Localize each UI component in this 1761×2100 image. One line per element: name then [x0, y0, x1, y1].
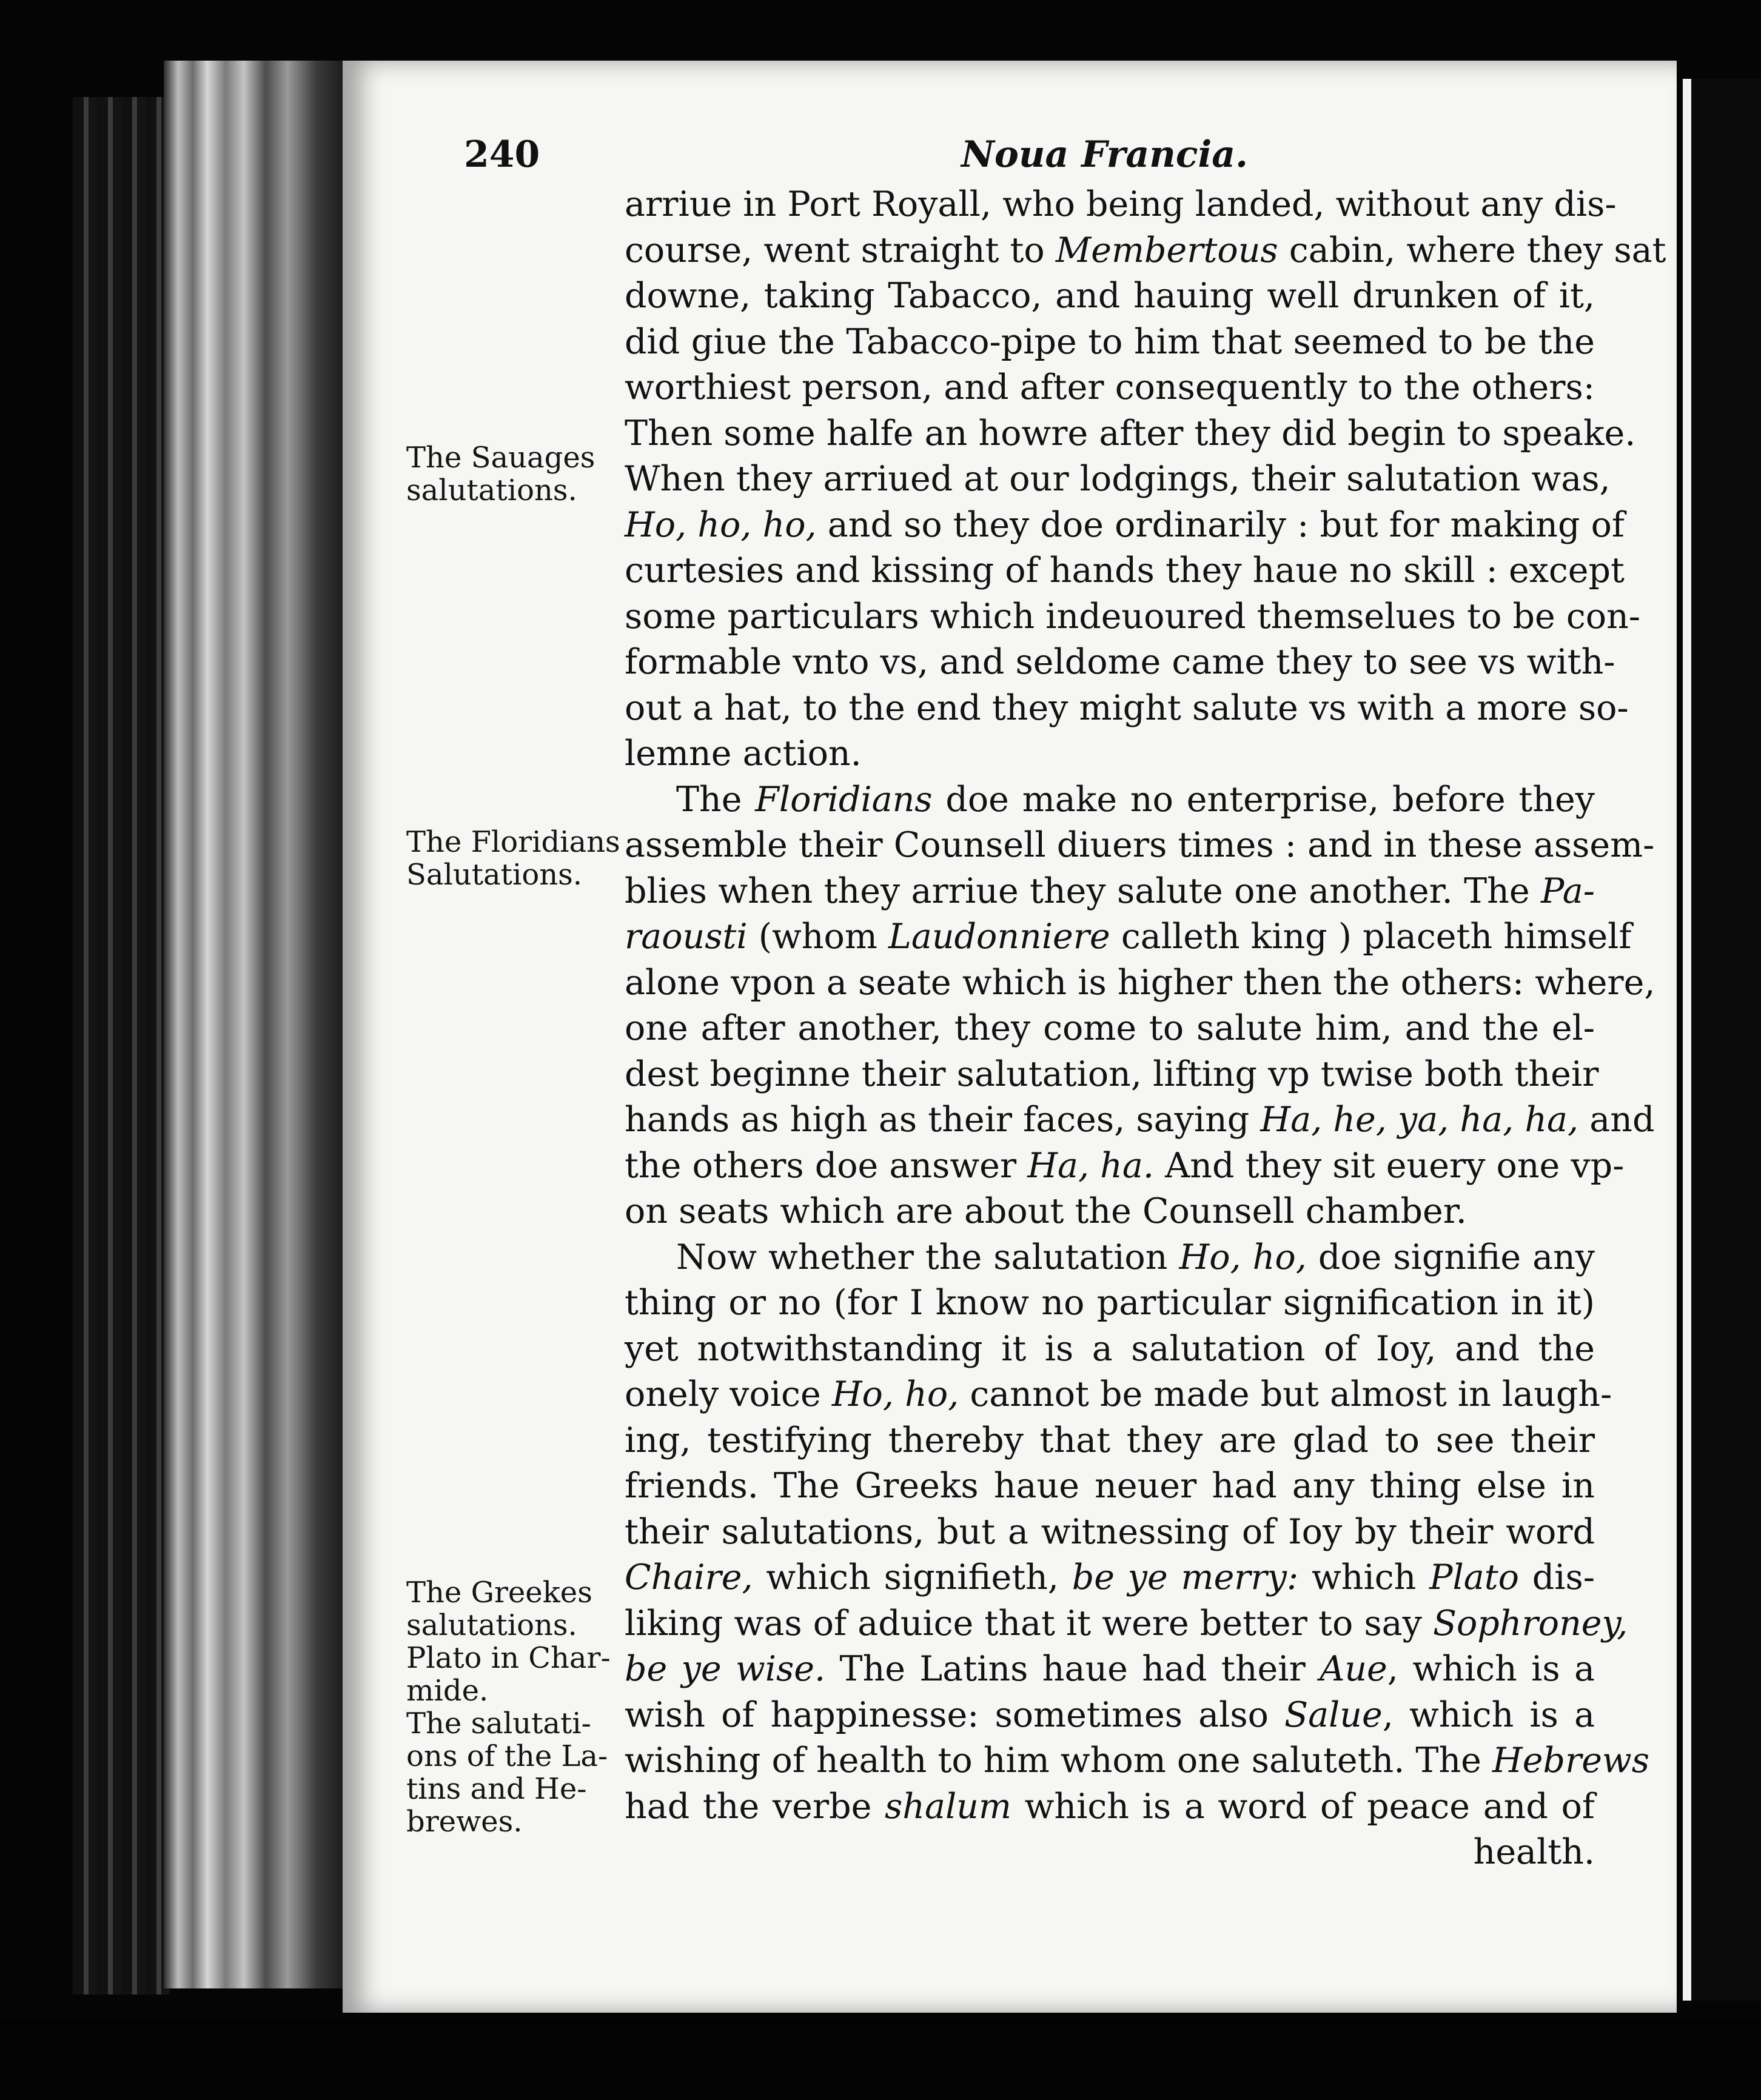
text-line — [625, 1326, 1595, 1373]
text-segment: which is a word of peace and of — [1011, 1786, 1595, 1827]
italic-text: be ye merry: — [1072, 1557, 1299, 1597]
text-segment: one after another, they come to salute him, and the el- — [625, 1008, 1595, 1048]
text-line — [625, 1418, 1595, 1464]
text-segment: dis- — [1518, 1557, 1595, 1597]
italic-text: Ha, ha. — [1027, 1145, 1154, 1186]
text-line — [625, 686, 1629, 732]
text-segment: blies when they arriue they salute one another. The — [625, 871, 1541, 911]
text-line — [625, 1006, 1595, 1052]
text-line — [625, 640, 1615, 686]
text-line — [625, 1143, 1625, 1189]
text-line — [625, 1235, 1595, 1281]
margin-note-line: ons of the La- — [406, 1739, 608, 1773]
running-title: Noua Francia. — [961, 133, 1248, 176]
italic-text: Sophroney, — [1432, 1603, 1628, 1644]
italic-text: Salue — [1284, 1694, 1383, 1735]
text-segment: , which is a — [1382, 1694, 1595, 1735]
text-line — [625, 1097, 1655, 1143]
text-line — [625, 869, 1595, 915]
text-segment: Then some halfe an howre after they did begin to speake. — [625, 413, 1636, 453]
text-segment: alone vpon a seate which is higher then the others: where, — [625, 962, 1655, 1003]
margin-note-line: The Greekes — [406, 1576, 592, 1610]
text-segment: calleth king ) placeth himself — [1110, 917, 1632, 957]
text-segment: which signifieth, — [753, 1557, 1072, 1597]
text-line — [625, 1510, 1595, 1556]
text-line — [625, 960, 1655, 1006]
margin-note-line: salutations. — [406, 1608, 577, 1642]
page-number: 240 — [464, 133, 540, 176]
scan-border — [0, 2019, 1761, 2100]
text-line — [625, 411, 1636, 457]
text-segment: which — [1298, 1557, 1430, 1597]
text-line — [625, 777, 1595, 823]
italic-text: be ye wise. — [625, 1649, 826, 1689]
text-line — [625, 1784, 1595, 1830]
text-segment: did giue the Tabacco-pipe to him that seemed to be the — [625, 321, 1595, 362]
italic-text: Plato — [1429, 1557, 1519, 1597]
italic-text: shalum — [885, 1786, 1011, 1827]
text-line — [625, 914, 1632, 960]
margin-note-line: The Sauages — [406, 441, 595, 475]
text-line — [625, 228, 1666, 274]
text-line — [625, 182, 1617, 228]
text-segment: on seats which are about the Counsell chamber. — [625, 1191, 1467, 1231]
italic-text: Laudonniere — [888, 917, 1110, 957]
margin-note-sauages — [406, 441, 619, 507]
margin-note-line: mide. — [406, 1674, 489, 1708]
italic-text: Ha, he, ya, ha, ha, — [1260, 1100, 1579, 1140]
text-segment: The Latins haue had their — [825, 1649, 1320, 1689]
text-segment: out a hat, to the end they might salute vs with a more so- — [625, 687, 1629, 728]
italic-text: raousti — [625, 917, 748, 957]
text-line — [625, 1647, 1595, 1693]
text-segment: (whom — [747, 917, 888, 957]
text-segment: thing or no (for I know no particular signification in it) — [625, 1283, 1595, 1323]
text-line — [625, 1693, 1595, 1739]
text-segment: And they sit euery one vp- — [1154, 1145, 1625, 1186]
text-segment: had the verbe — [625, 1786, 885, 1827]
text-line — [625, 823, 1655, 869]
italic-text: Membertous — [1055, 230, 1278, 270]
text-line — [625, 273, 1595, 319]
text-segment: and so they doe ordinarily : but for making of — [816, 504, 1625, 545]
text-segment: liking was of aduice that it were better to say — [625, 1603, 1433, 1644]
text-segment: course, went straight to — [625, 230, 1056, 270]
text-segment: cannot be made but almost in laugh- — [959, 1374, 1612, 1414]
text-line — [625, 365, 1595, 411]
text-line — [625, 1830, 1595, 1876]
margin-note-line: The salutati- — [406, 1707, 591, 1741]
text-segment: health. — [1473, 1832, 1595, 1872]
text-segment: Now whether the salutation — [676, 1237, 1179, 1277]
text-segment: hands as high as their faces, saying — [625, 1100, 1261, 1140]
margin-note-line: Salutations. — [406, 858, 583, 892]
text-segment: their salutations, but a witnessing of Ioy by their word — [625, 1511, 1595, 1552]
text-segment: downe, taking Tabacco, and hauing well drunken of it, — [625, 276, 1595, 316]
text-segment: doe make no enterprise, before they — [932, 779, 1595, 820]
text-line — [625, 456, 1611, 503]
page-edges — [164, 61, 346, 1988]
text-segment: lemne action. — [625, 734, 862, 774]
text-segment: the others doe answer — [625, 1145, 1028, 1186]
italic-text: Ho, ho, ho, — [625, 504, 817, 545]
margin-note-line: brewes. — [406, 1805, 523, 1839]
text-line — [625, 548, 1625, 594]
italic-text: Hebrews — [1492, 1741, 1649, 1781]
italic-text: Chaire, — [625, 1557, 753, 1597]
margin-note-greekes — [406, 1576, 619, 1838]
text-segment: assemble their Counsell diuers times : and in these assem- — [625, 825, 1655, 865]
text-line — [625, 319, 1595, 366]
text-line — [625, 1280, 1595, 1326]
text-line — [625, 1555, 1595, 1601]
book-edge-left — [73, 97, 170, 1995]
text-segment: dest beginne their salutation, lifting vp twise both their — [625, 1054, 1599, 1094]
text-segment: formable vnto vs, and seldome came they to see vs with- — [625, 642, 1615, 682]
text-line — [625, 503, 1625, 549]
margin-note-line: tins and He- — [406, 1772, 587, 1806]
text-segment: cabin, where they sat — [1278, 230, 1666, 270]
text-line — [625, 1463, 1595, 1510]
text-segment: arriue in Port Royall, who being landed, without any dis- — [625, 184, 1617, 224]
text-line — [625, 1372, 1612, 1418]
text-segment: worthiest person, and after consequently to the others: — [625, 367, 1595, 407]
text-line — [625, 1601, 1628, 1647]
text-line — [625, 731, 1595, 777]
italic-text: Ho, ho, — [1179, 1237, 1307, 1277]
text-segment: ing, testifying thereby that they are glad to see their — [625, 1420, 1595, 1460]
italic-text: Ho, ho, — [831, 1374, 959, 1414]
text-line — [625, 594, 1641, 640]
text-line — [625, 1189, 1595, 1235]
text-segment: some particulars which indeuoured themselues to be con- — [625, 596, 1641, 637]
text-segment: wish of happinesse: sometimes also — [625, 1694, 1285, 1735]
margin-note-line: The Floridians — [406, 825, 620, 859]
text-segment: wishing of health to him whom one saluteth. The — [625, 1741, 1493, 1781]
text-segment: , which is a — [1387, 1649, 1595, 1689]
text-segment: and — [1578, 1100, 1655, 1140]
text-line — [625, 1738, 1649, 1784]
margin-note-line: Plato in Char- — [406, 1641, 611, 1675]
text-segment: yet notwithstanding it is a salutation of Ioy, and the — [625, 1328, 1595, 1369]
text-segment: friends. The Greeks haue neuer had any thing else in — [625, 1466, 1595, 1506]
text-segment: curtesies and kissing of hands they haue no skill : except — [625, 550, 1625, 590]
margin-note-floridians — [406, 826, 619, 891]
text-line — [625, 1052, 1599, 1098]
text-segment: When they arriued at our lodgings, their salutation was, — [625, 459, 1611, 499]
italic-text: Pa- — [1540, 871, 1595, 911]
italic-text: Aue — [1320, 1649, 1387, 1689]
facing-page-edge — [1683, 79, 1761, 2001]
text-segment: The — [676, 779, 756, 820]
text-segment: onely voice — [625, 1374, 832, 1414]
italic-text: Floridians — [755, 779, 933, 820]
body-text — [625, 182, 1666, 1876]
text-segment: doe signifie any — [1306, 1237, 1595, 1277]
margin-note-line: salutations. — [406, 473, 577, 507]
